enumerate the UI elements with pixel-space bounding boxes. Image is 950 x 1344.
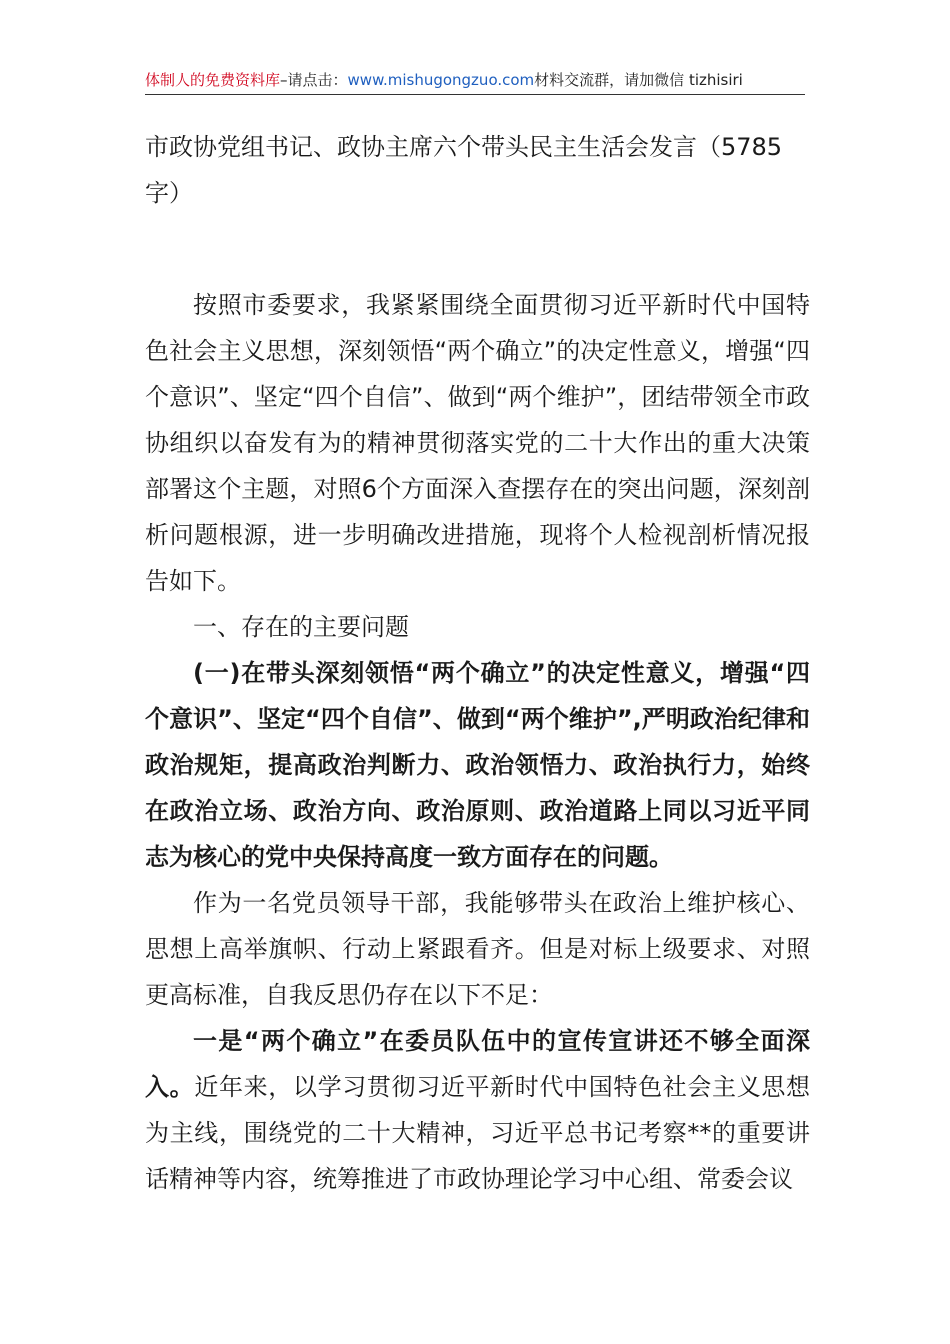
body-paragraph: 作为一名党员领导干部，我能够带头在政治上维护核心、思想上高举旗帜、行动上紧跟看齐。但是对标上级要求、对照更高标准，自我反思仍存在以下不足：: [145, 889, 810, 1009]
header-website-link[interactable]: www.mishugongzuo.com: [347, 71, 535, 89]
point-lead: 一是“两个确立”在委员队伍中的宣传宣讲还不够全面深入。: [145, 1027, 810, 1101]
intro-paragraph: 按照市委要求，我紧紧围绕全面贯彻习近平新时代中国特色社会主义思想，深刻领悟“两个确立”的决定性意义，增强“四个意识”、坚定“四个自信”、做到“两个维护”，团结带领全市政协组织以奋发有为的精神贯彻落实党的二十大作出的重大决策部署这个主题，对照6个方面深入查摆存在的突出问题，深刻剖析问题根源，进一步明确改进措施，现将个人检视剖析情况报告如下。: [145, 291, 810, 595]
point-text: 近年来，以学习贯彻习近平新时代中国特色社会主义思想为主线，围绕党的二十大精神，习近平总书记考察**的重要讲话精神等内容，统筹推进了市政协理论学习中心组、常委会议: [145, 1073, 811, 1193]
document-title: 市政协党组书记、政协主席六个带头民主生活会发言（5785字）: [145, 133, 783, 207]
page-header: [145, 66, 805, 95]
section-heading: 一、存在的主要问题: [193, 613, 409, 641]
header-prompt: –请点击：: [280, 71, 348, 89]
header-brand[interactable]: 体制人的免费资料库: [145, 71, 281, 89]
point-paragraph: [145, 1018, 810, 1202]
header-note: 材料交流群，请加微信 tizhisiri: [534, 71, 743, 89]
document-body: [145, 124, 810, 1202]
subsection-heading: (一)在带头深刻领悟“两个确立”的决定性意义，增强“四个意识”、坚定“四个自信”、做到“两个维护”,严明政治纪律和政治规矩，提高政治判断力、政治领悟力、政治执行力，始终在政治立场、政治方向、政治原则、政治道路上同以习近平同志为核心的党中央保持高度一致方面存在的问题。: [145, 659, 810, 871]
